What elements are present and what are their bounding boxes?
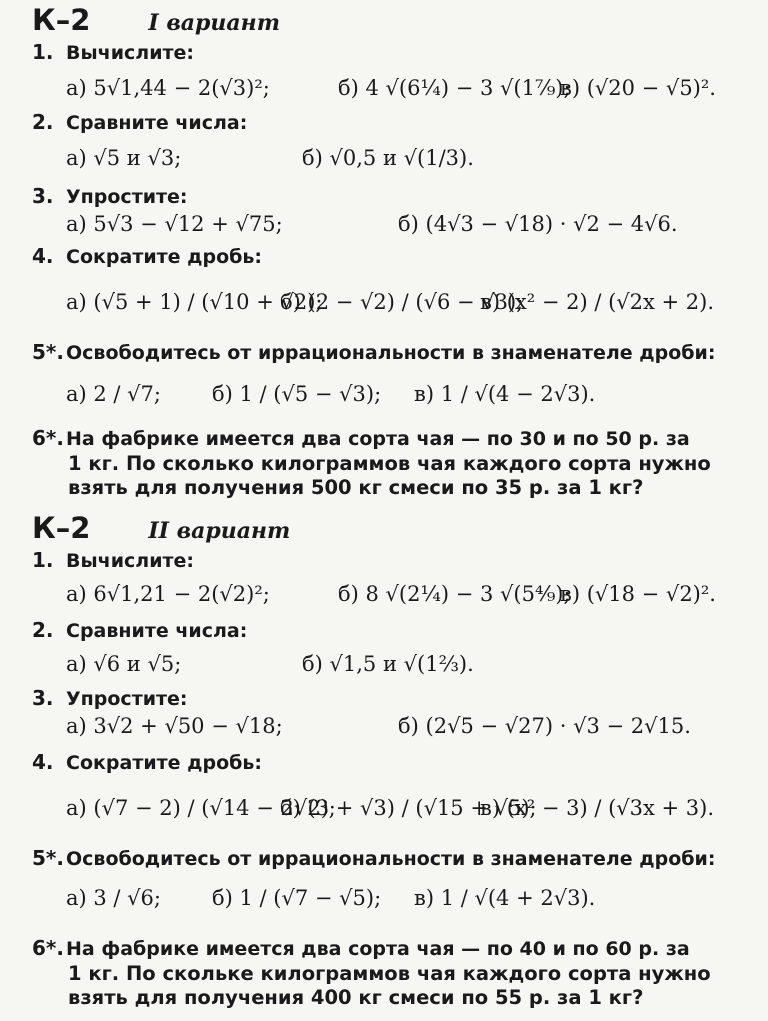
v2-task2-num: 2. bbox=[32, 618, 54, 642]
v1-task1-a: а) 5√1,44 − 2(√3)²; bbox=[66, 76, 270, 100]
variant1-title: I вариант bbox=[148, 10, 280, 36]
v2-task4-a: а) (√7 − 2) / (√14 − 2√2); bbox=[66, 796, 336, 820]
v1-task6-heading bbox=[32, 428, 690, 449]
variant2-title: II вариант bbox=[148, 518, 291, 544]
v2-task1-a: а) 6√1,21 − 2(√2)²; bbox=[66, 582, 270, 606]
v1-task2-num: 2. bbox=[32, 110, 54, 134]
v2-task2-heading bbox=[32, 620, 247, 641]
v2-task5-b: б) 1 / (√7 − √5); bbox=[212, 886, 382, 910]
v2-task3-num: 3. bbox=[32, 686, 54, 710]
v1-task5-heading bbox=[32, 342, 715, 363]
v1-task1-b: б) 4 √(6¼) − 3 √(1⁷⁄₉); bbox=[338, 76, 571, 100]
v1-task2-text: Сравните числа: bbox=[66, 112, 248, 134]
v1-task1-heading bbox=[32, 42, 194, 63]
v2-task5-c: в) 1 / √(4 + 2√3). bbox=[414, 886, 596, 910]
v1-task4-b: б) (2 − √2) / (√6 − √3); bbox=[280, 290, 524, 314]
v1-task3-text: Упростите: bbox=[66, 186, 188, 208]
v2-task1-c: в) (√18 − √2)². bbox=[560, 582, 716, 606]
v2-task6-line1: На фабрике имеется два сорта чая — по 40 и по 60 р. за bbox=[66, 938, 690, 960]
v2-task2-text: Сравните числа: bbox=[66, 620, 248, 642]
v2-task5-text: Освободитесь от иррациональности в знаменателе дроби: bbox=[66, 848, 716, 870]
v2-task4-text: Сократите дробь: bbox=[66, 752, 263, 774]
v1-task5-a: а) 2 / √7; bbox=[66, 382, 161, 406]
v1-task6-line1: На фабрике имеется два сорта чая — по 30 и по 50 р. за bbox=[66, 428, 690, 450]
v2-task3-heading bbox=[32, 688, 188, 709]
v1-task6-line3: взять для получения 500 кг смеси по 35 р. за 1 кг? bbox=[68, 476, 644, 499]
v2-task2-b: б) √1,5 и √(1⅔). bbox=[302, 652, 474, 676]
v1-task4-num: 4. bbox=[32, 244, 54, 268]
v2-task3-a: а) 3√2 + √50 − √18; bbox=[66, 714, 283, 738]
v1-task2-a: а) √5 и √3; bbox=[66, 146, 182, 170]
v1-task6-num: 6*. bbox=[32, 426, 64, 450]
variant1-code: К–2 bbox=[32, 3, 91, 37]
v1-task5-c: в) 1 / √(4 − 2√3). bbox=[414, 382, 596, 406]
v2-task1-num: 1. bbox=[32, 548, 54, 572]
v1-task5-text: Освободитесь от иррациональности в знаменателе дроби: bbox=[66, 342, 716, 364]
v2-task4-num: 4. bbox=[32, 750, 54, 774]
v2-task6-num: 6*. bbox=[32, 936, 64, 960]
v1-task4-c: в) (x² − 2) / (√2x + 2). bbox=[480, 290, 715, 314]
v2-task4-heading bbox=[32, 752, 262, 773]
v1-task3-heading bbox=[32, 186, 188, 207]
v1-task1-c: в) (√20 − √5)². bbox=[560, 76, 716, 100]
v2-task3-text: Упростите: bbox=[66, 688, 188, 710]
v2-task6-line2: 1 кг. По скольке килограммов чая каждого сорта нужно bbox=[68, 962, 711, 985]
v2-task5-heading bbox=[32, 848, 715, 869]
variant2-header bbox=[32, 511, 291, 545]
v2-task1-heading bbox=[32, 550, 194, 571]
v2-task6-line3: взять для получения 400 кг смеси по 55 р. за 1 кг? bbox=[68, 986, 644, 1009]
v1-task3-num: 3. bbox=[32, 184, 54, 208]
variant1-header bbox=[32, 3, 280, 37]
v1-task3-a: а) 5√3 − √12 + √75; bbox=[66, 212, 283, 236]
v2-task2-a: а) √6 и √5; bbox=[66, 652, 182, 676]
v1-task5-num: 5*. bbox=[32, 340, 64, 364]
v1-task1-num: 1. bbox=[32, 40, 54, 64]
v1-task3-b: б) (4√3 − √18) · √2 − 4√6. bbox=[398, 212, 678, 236]
v2-task1-b: б) 8 √(2¼) − 3 √(5⁴⁄₉); bbox=[338, 582, 571, 606]
v1-task4-a: а) (√5 + 1) / (√10 + √2); bbox=[66, 290, 323, 314]
v1-task1-text: Вычислите: bbox=[66, 42, 195, 64]
v2-task4-c: в) (x² − 3) / (√3x + 3). bbox=[480, 796, 715, 820]
v2-task1-text: Вычислите: bbox=[66, 550, 195, 572]
variant2-code: К–2 bbox=[32, 511, 91, 545]
v2-task5-a: а) 3 / √6; bbox=[66, 886, 161, 910]
v1-task6-line2: 1 кг. По сколько килограммов чая каждого сорта нужно bbox=[68, 452, 711, 475]
v2-task6-heading bbox=[32, 938, 690, 959]
v2-task3-b: б) (2√5 − √27) · √3 − 2√15. bbox=[398, 714, 691, 738]
v2-task5-num: 5*. bbox=[32, 846, 64, 870]
v1-task4-text: Сократите дробь: bbox=[66, 246, 263, 268]
v1-task5-b: б) 1 / (√5 − √3); bbox=[212, 382, 382, 406]
v1-task2-heading bbox=[32, 112, 247, 133]
v1-task2-b: б) √0,5 и √(1/3). bbox=[302, 146, 474, 170]
v2-task4-b: б) (3 + √3) / (√15 + √5); bbox=[280, 796, 537, 820]
v1-task4-heading bbox=[32, 246, 262, 267]
